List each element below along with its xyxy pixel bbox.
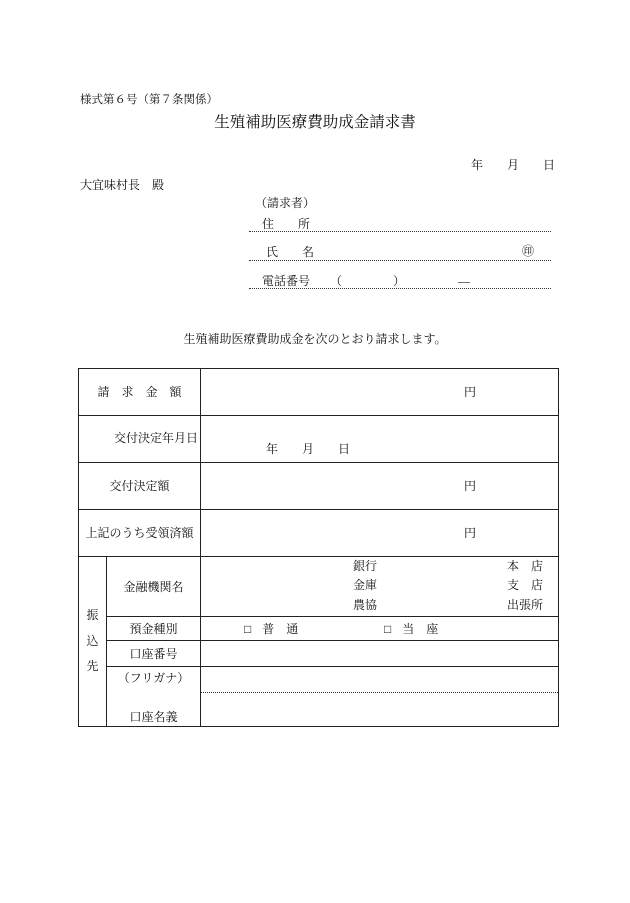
bank-transfer-label: 振込先: [86, 608, 99, 674]
grant-decision-date-label: 交付決定年月日: [114, 431, 199, 445]
address-line: [249, 231, 551, 232]
deposit-type-row: [79, 617, 559, 641]
address-label: 住 所: [262, 217, 311, 231]
phone-area-open: （: [330, 274, 343, 288]
deposit-option-label: 当 座: [402, 622, 439, 636]
institution-type-bank: 銀行: [353, 559, 378, 573]
deposit-type-label: 預金種別: [129, 621, 178, 636]
grant-decision-date-template: 年 月 日: [266, 442, 351, 456]
claimant-heading: （請求者）: [255, 196, 316, 210]
phone-label: 電話番号: [262, 274, 311, 288]
checkbox-icon: □: [384, 622, 392, 636]
deposit-type-label-cell: [107, 617, 201, 641]
grant-decision-date-row: [79, 416, 559, 463]
branch-type-sub-branch: 出張所: [507, 598, 544, 612]
date-line: 年 月 日: [471, 158, 556, 172]
name-label: 氏 名: [266, 245, 315, 259]
branch-type-branch: 支 店: [507, 578, 544, 592]
claim-statement: 生殖補助医療費助成金を次のとおり請求します。: [183, 332, 447, 346]
grant-decision-date-value-cell: [201, 416, 559, 463]
received-amount-label: 上記のうち受領済額: [85, 526, 194, 540]
bank-transfer-label-cell: [79, 557, 107, 727]
account-number-value-cell: [201, 641, 559, 667]
claim-table: [78, 368, 559, 727]
deposit-option-current: [384, 622, 438, 636]
seal-mark: ㊞: [522, 244, 535, 258]
form-number: 様式第６号（第７条関係）: [80, 94, 218, 106]
institution-type-nokyo: 農協: [353, 598, 378, 612]
institution-label: 金融機関名: [123, 579, 184, 594]
grant-decision-amount-value-cell: [201, 463, 559, 510]
account-number-row: [79, 641, 559, 667]
grant-decision-date-label-cell: [79, 416, 201, 463]
claim-amount-label-cell: [79, 369, 201, 416]
received-amount-value-cell: [201, 510, 559, 557]
account-holder-field-area: [201, 693, 558, 726]
account-number-label: 口座番号: [129, 646, 178, 661]
claim-amount-unit: 円: [464, 385, 477, 399]
claim-amount-value-cell: [201, 369, 559, 416]
account-holder-label: 口座名義: [129, 710, 178, 724]
institution-type-shinkin: 金庫: [353, 578, 378, 592]
grant-decision-amount-row: [79, 463, 559, 510]
account-number-label-cell: [107, 641, 201, 667]
deposit-option-ordinary: [244, 622, 298, 636]
name-line: [249, 260, 551, 261]
institution-row: [79, 557, 559, 617]
received-amount-label-cell: [79, 510, 201, 557]
branch-type-head-office: 本 店: [507, 559, 544, 573]
claim-amount-row: [79, 369, 559, 416]
grant-decision-amount-label-cell: [79, 463, 201, 510]
received-amount-unit: 円: [464, 526, 477, 540]
furigana-field-area: [201, 667, 558, 693]
institution-label-cell: [107, 557, 201, 617]
account-holder-value-cell: [201, 667, 559, 727]
furigana-label: （フリガナ）: [117, 671, 190, 685]
account-holder-row: [79, 667, 559, 727]
phone-area-close: ）: [393, 274, 406, 288]
claim-amount-label: 請 求 金 額: [97, 385, 182, 399]
checkbox-icon: □: [244, 622, 252, 636]
received-amount-row: [79, 510, 559, 557]
account-holder-label-cell: [107, 667, 201, 727]
phone-line: [249, 288, 551, 289]
document-title: 生殖補助医療費助成金請求書: [214, 114, 416, 131]
deposit-option-label: 普 通: [262, 622, 299, 636]
institution-value-cell: [201, 557, 559, 617]
grant-decision-amount-label: 交付決定額: [109, 479, 170, 493]
grant-decision-amount-unit: 円: [464, 479, 477, 493]
phone-dash: ―: [458, 274, 470, 288]
addressee: 大宜味村長 殿: [80, 178, 165, 192]
deposit-type-value-cell: [201, 617, 559, 641]
